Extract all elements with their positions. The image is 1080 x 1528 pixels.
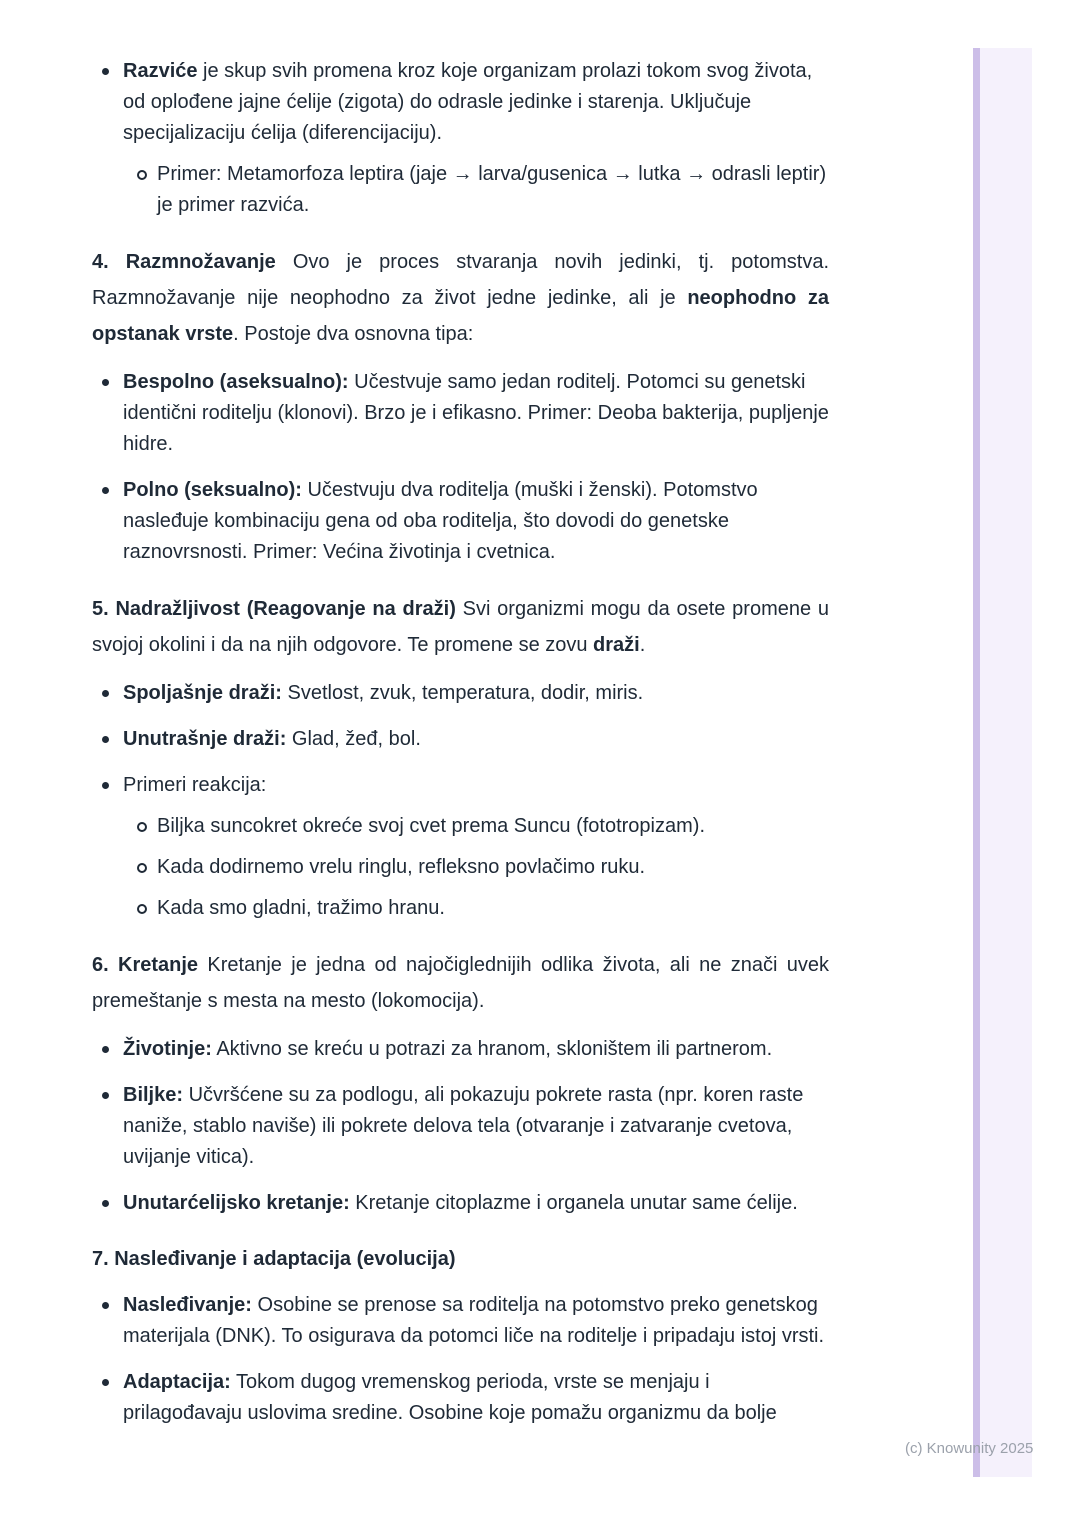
document-body (92, 50, 829, 1429)
bullet-dot-icon (92, 724, 123, 755)
bullet-item (92, 1080, 829, 1173)
text-content: Primer: Metamorfoza leptira (jaje → larva/gusenica → lutka → odrasli leptir) je primer razvića. (157, 163, 827, 216)
circle-bullet-icon (137, 852, 157, 883)
text-content: 7. Nasleđivanje i adaptacija (evolucija) (92, 1248, 456, 1270)
bullet-dot-icon (92, 678, 123, 709)
sub-bullet-item (137, 811, 829, 842)
bullet-item (92, 678, 829, 709)
text-content: 6. Kretanje Kretanje je jedna od najočiglednijih odlika života, ali ne znači uvek premeštanje s mesta na mesto (lokomocija). (92, 954, 829, 1012)
section-paragraph (92, 947, 829, 1019)
text-content: Biljka suncokret okreće svoj cvet prema Suncu (fototropizam). (157, 815, 705, 837)
bullet-dot-icon (92, 367, 123, 460)
bullet-dot-icon (92, 1188, 123, 1219)
copyright-watermark: (c) Knowunity 2025 (905, 1440, 1034, 1457)
bullet-dot-icon (92, 1290, 123, 1352)
circle-bullet-icon (137, 159, 157, 221)
text-content: Unutarćelijsko kretanje: Kretanje citoplazme i organela unutar same ćelije. (123, 1192, 798, 1214)
text-content: Adaptacija: Tokom dugog vremenskog perioda, vrste se menjaju i prilagođavaju uslovima sredine. Osobine koje pomažu organizmu da bolje (123, 1371, 777, 1424)
text-content: Kada smo gladni, tražimo hranu. (157, 897, 445, 919)
bullet-item (92, 475, 829, 568)
bullet-item (92, 1290, 829, 1352)
text-content: Razviće je skup svih promena kroz koje organizam prolazi tokom svog života, od oplođene jajne ćelije (zigota) do odrasle jedinke i starenja. Uključuje specijalizaciju ćelija (diferencijaciju). (123, 60, 813, 144)
text-content: Kada dodirnemo vrelu ringlu, refleksno povlačimo ruku. (157, 856, 646, 878)
bullet-dot-icon (92, 1080, 123, 1173)
text-content: Primeri reakcija: (123, 774, 267, 796)
bullet-item (92, 724, 829, 755)
section-paragraph (92, 244, 829, 352)
text-content: Biljke: Učvršćene su za podlogu, ali pokazuju pokrete rasta (npr. koren raste naniže, stablo naviše) ili pokrete delova tela (otvaranje i zatvaranje cvetova, uvijanje vitica). (123, 1084, 804, 1168)
bullet-item (92, 770, 829, 801)
bullet-dot-icon (92, 475, 123, 568)
circle-bullet-icon (137, 893, 157, 924)
text-content: Životinje: Aktivno se kreću u potrazi za hranom, skloništem ili partnerom. (123, 1038, 773, 1060)
bullet-item (92, 1188, 829, 1219)
bullet-item (92, 1034, 829, 1065)
text-content: Unutrašnje draži: Glad, žeđ, bol. (123, 728, 421, 750)
bullet-dot-icon (92, 1367, 123, 1429)
bullet-dot-icon (92, 1034, 123, 1065)
text-content: Bespolno (aseksualno): Učestvuje samo jedan roditelj. Potomci su genetski identični roditelju (klonovi). Brzo je i efikasno. Primer: Deoba bakterija, pupljenje hidre. (123, 371, 829, 455)
bullet-dot-icon (92, 56, 123, 149)
bullet-item (92, 1367, 829, 1429)
bullet-dot-icon (92, 770, 123, 801)
bullet-item (92, 56, 829, 149)
circle-bullet-icon (137, 811, 157, 842)
sub-bullet-item (137, 159, 829, 221)
text-content: 4. Razmnožavanje Ovo je proces stvaranja novih jedinki, tj. potomstva. Razmnožavanje nije neophodno za život jedne jedinke, ali je neophodno za opstanak vrste. Postoje dva osnovna tipa: (92, 251, 829, 345)
sub-bullet-item (137, 852, 829, 883)
sub-bullet-item (137, 893, 829, 924)
text-content: Nasleđivanje: Osobine se prenose sa roditelja na potomstvo preko genetskog materijala (DNK). To osigurava da potomci liče na roditelje i pripadaju istoj vrsti. (123, 1294, 825, 1347)
side-panel (973, 48, 1032, 1477)
bullet-item (92, 367, 829, 460)
section-heading (92, 1244, 829, 1275)
section-paragraph (92, 591, 829, 663)
text-content: Spoljašnje draži: Svetlost, zvuk, temperatura, dodir, miris. (123, 682, 644, 704)
text-content: 5. Nadražljivost (Reagovanje na draži) Svi organizmi mogu da osete promene u svojoj okolini i da na njih odgovore. Te promene se zovu draži. (92, 598, 829, 656)
text-content: Polno (seksualno): Učestvuju dva roditelja (muški i ženski). Potomstvo nasleđuje kombinaciju gena od oba roditelja, što dovodi do genetske raznovrsnosti. Primer: Većina životinja i cvetnica. (123, 479, 758, 563)
